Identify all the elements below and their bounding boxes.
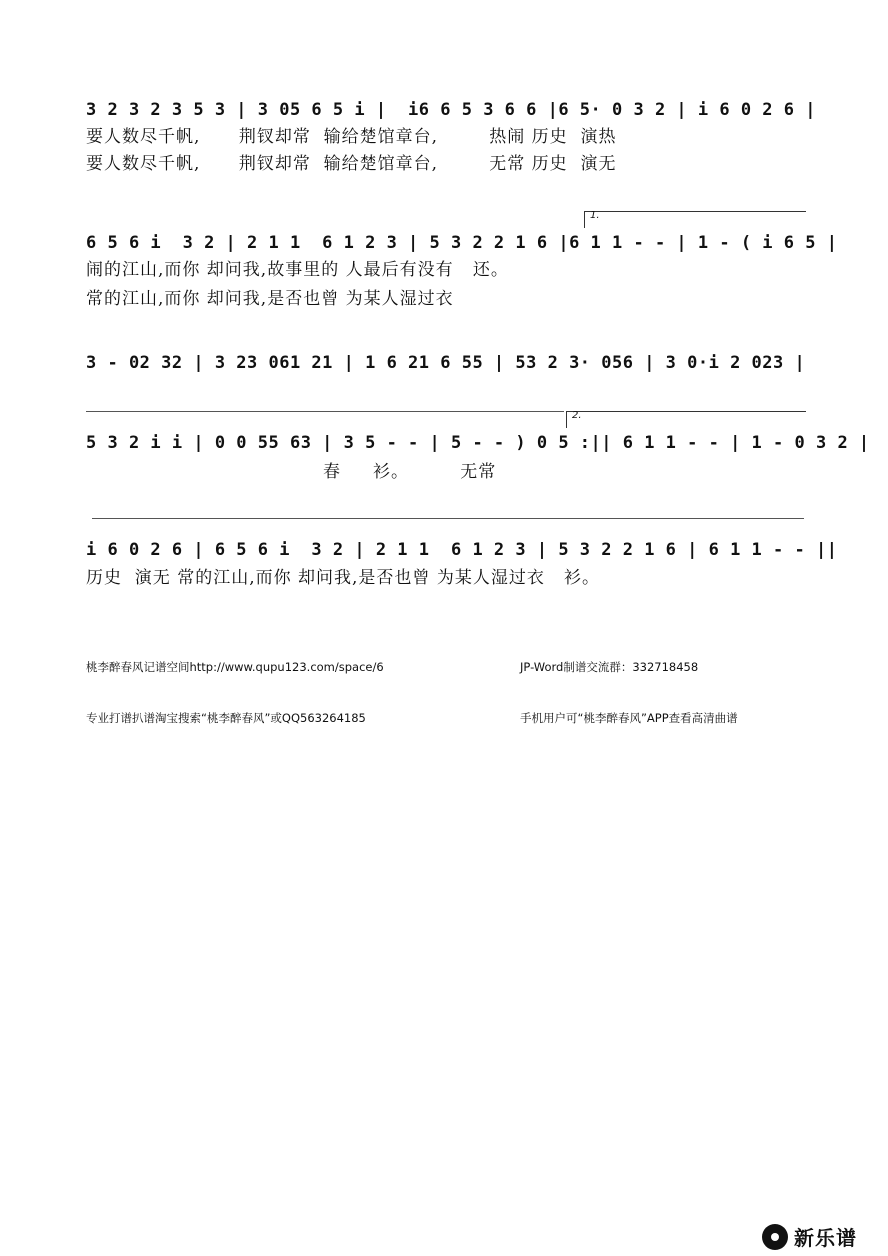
footer-contact: 专业打谱扒谱淘宝搜索“桃李醉春风”或QQ563264185	[86, 711, 366, 725]
site-logo[interactable]	[762, 1222, 857, 1251]
footer-credit-link[interactable]: 桃李醉春风记谱空间http://www.qupu123.com/space/6	[86, 660, 384, 674]
lyric-verse-1: 要人数尽千帆, 荆钗却常 输给楚馆章台, 热闹 历史 演热	[86, 127, 617, 147]
notation-line: 6 5 6 i 3 2 | 2 1 1 6 1 2 3 | 5 3 2 2 1 6 |6 1 1 - - | 1 - ( i 6 5 |	[86, 233, 838, 253]
logo-text: 新乐谱	[794, 1226, 857, 1250]
notation-line: 3 - 02 32 | 3 23 061 21 | 1 6 21 6 55 | 53 2 3· 056 | 3 0·i 2 023 |	[86, 353, 806, 373]
section-rule	[92, 518, 804, 519]
volta-bracket-2	[566, 411, 806, 428]
record-disc-icon	[762, 1224, 788, 1250]
lyric-verse-1: 闹的江山,而你 却问我,故事里的 人最后有没有 还。	[86, 260, 509, 280]
footer-right	[520, 625, 738, 761]
footer-app-note: 手机用户可“桃李醉春风”APP查看高清曲谱	[520, 711, 738, 725]
lyric-verse-2: 常的江山,而你 却问我,是否也曾 为某人湿过衣	[86, 289, 454, 309]
section-rule	[86, 411, 564, 412]
volta-label: 1.	[590, 210, 600, 221]
footer-left	[86, 625, 384, 761]
notation-line: 3 2 3 2 3 5 3 | 3 05 6 5 i | i6 6 5 3 6 6 |6 5· 0 3 2 | i 6 0 2 6 |	[86, 100, 816, 120]
lyric-verse-2: 要人数尽千帆, 荆钗却常 输给楚馆章台, 无常 历史 演无	[86, 154, 617, 174]
lyric-verse-1: 历史 演无 常的江山,而你 却问我,是否也曾 为某人湿过衣 衫。	[86, 568, 601, 588]
footer-group: JP-Word制谱交流群：332718458	[520, 660, 699, 674]
lyric-verse-1: 春 衫。 无常	[86, 462, 497, 482]
notation-line: i 6 0 2 6 | 6 5 6 i 3 2 | 2 1 1 6 1 2 3 | 5 3 2 2 1 6 | 6 1 1 - - ||	[86, 540, 838, 560]
notation-line: 5 3 2 i i | 0 0 55 63 | 3 5 - - | 5 - - ) 0 5 :|| 6 1 1 - - | 1 - 0 3 2 |	[86, 433, 870, 453]
volta-bracket-1	[584, 211, 806, 228]
volta-label: 2.	[572, 410, 582, 421]
